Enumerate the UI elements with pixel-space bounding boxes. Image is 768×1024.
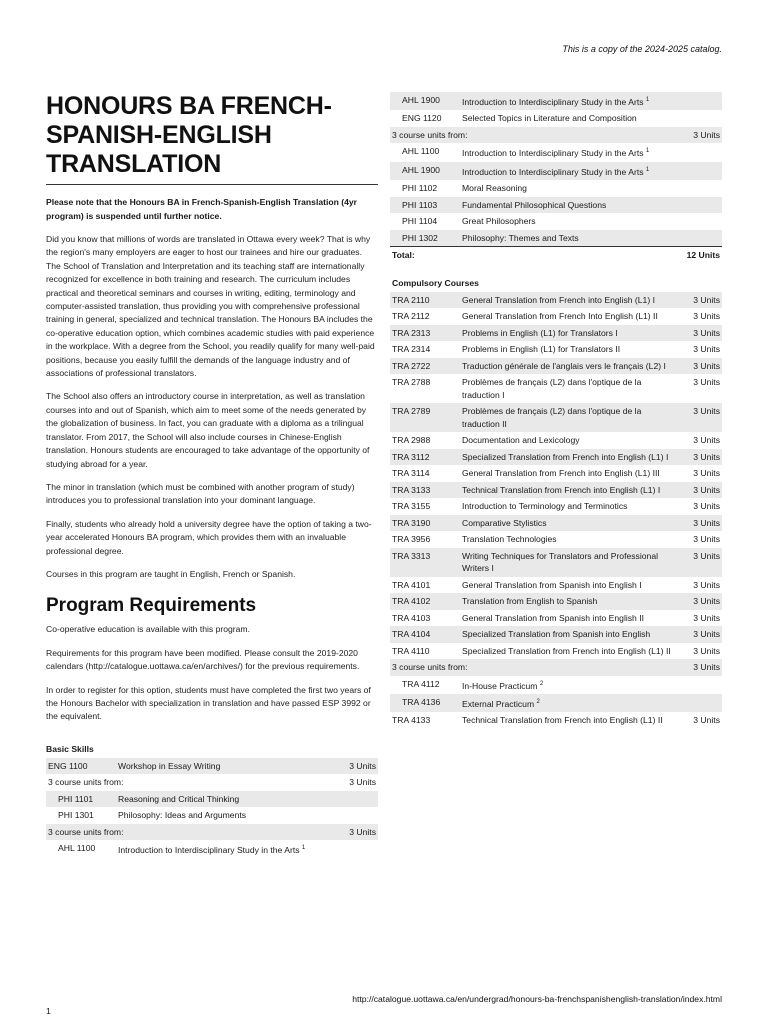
course-title: Problems in English (L1) for Translators II xyxy=(462,344,621,355)
course-code: PHI 1301 xyxy=(58,810,94,821)
page-number: 1 xyxy=(46,1006,51,1016)
course-units: 3 Units xyxy=(693,645,720,656)
course-code: AHL 1900 xyxy=(390,92,460,110)
course-code: TRA 4136 xyxy=(390,694,460,712)
course-units-empty xyxy=(678,180,722,197)
course-title: Specialized Translation from Spanish into English xyxy=(460,626,678,643)
course-units-empty xyxy=(678,110,722,127)
course-title: Introduction to Interdisciplinary Study in the Arts xyxy=(462,96,644,107)
course-units: 3 Units xyxy=(349,777,376,788)
course-row xyxy=(390,325,722,342)
program-requirements-heading: Program Requirements xyxy=(46,595,257,617)
group-row xyxy=(390,127,722,144)
group-row xyxy=(46,824,378,841)
course-row xyxy=(390,593,722,610)
course-row xyxy=(390,449,722,466)
left-column xyxy=(46,92,378,859)
course-title: Specialized Translation from French into English (L1) I xyxy=(460,449,678,466)
course-title-cell xyxy=(460,92,678,110)
course-code: AHL 1100 xyxy=(58,843,96,854)
course-row xyxy=(390,110,722,127)
course-title: Fundamental Philosophical Questions xyxy=(462,199,607,210)
footnote-marker: 1 xyxy=(645,148,650,155)
course-units-empty xyxy=(678,676,722,694)
course-row xyxy=(390,643,722,660)
course-row xyxy=(390,712,722,729)
course-title: Great Philosophers xyxy=(462,216,536,227)
course-title: Comparative Stylistics xyxy=(460,515,678,532)
course-code: TRA 2313 xyxy=(390,325,460,342)
course-row xyxy=(390,676,722,694)
course-row xyxy=(390,626,722,643)
course-row xyxy=(390,465,722,482)
course-title: Translation from English to Spanish xyxy=(460,593,678,610)
course-code: TRA 2788 xyxy=(392,377,431,388)
intro-paragraph-1: Did you know that millions of words are translated in Ottawa every week? That is why the region's many employers are eager to host our trainees and hire our graduates. The School of Translation and Interpretation and its teaching staff are internationally recognized for excellence in both training and research. The curriculum includes practical and theoretical seminars and courses in writing, editing, terminology and computer-assisted translation, thus providing you with comprehensive professional training in general, specialized and technical translation. The Honours BA includes the co-operative education option, which combines academic studies with paid experience in the workplace. With a degree from the School, you readily qualify for many well-paid positions, because you easily fulfill the demands of the language industry and of associations of professional translators. xyxy=(46,234,375,379)
course-code: TRA 3190 xyxy=(390,515,460,532)
course-row xyxy=(390,308,722,325)
course-units: 3 Units xyxy=(693,344,720,355)
requirements-paragraph-2: Requirements for this program have been modified. Please consult the 2019-2020 calendars (http://catalogue.uottawa.ca/en/archives/) for the previous requirements. xyxy=(46,647,360,672)
compulsory-courses-table xyxy=(390,292,722,729)
course-code: TRA 3112 xyxy=(390,449,460,466)
course-units-empty xyxy=(678,197,722,214)
course-units-empty xyxy=(334,791,378,808)
course-title-cell xyxy=(460,180,678,197)
footnote-marker: 2 xyxy=(536,698,540,705)
course-row xyxy=(46,758,378,775)
course-row xyxy=(390,213,722,230)
course-units: 3 Units xyxy=(693,534,720,545)
total-row xyxy=(390,247,722,264)
course-title: Technical Translation from French into English (L1) II xyxy=(462,715,663,726)
course-units: 3 Units xyxy=(693,468,720,479)
course-code: PHI 1102 xyxy=(402,183,438,194)
course-units-empty xyxy=(678,143,722,161)
course-title: General Translation from Spanish into English II xyxy=(462,612,644,623)
requirements-paragraph-1: Co-operative education is available with this program. xyxy=(46,624,250,635)
course-row xyxy=(390,498,722,515)
course-row xyxy=(390,548,722,577)
footnote-marker: 1 xyxy=(645,166,650,173)
course-code: TRA 3956 xyxy=(392,534,431,545)
course-units: 3 Units xyxy=(678,403,722,432)
footnote-marker: 2 xyxy=(539,680,544,687)
group-row xyxy=(390,659,722,676)
course-units: 3 Units xyxy=(334,824,378,841)
course-title: Technical Translation from French into English (L1) I xyxy=(460,482,678,499)
course-units: 3 Units xyxy=(693,501,720,512)
catalog-copy-note: This is a copy of the 2024-2025 catalog. xyxy=(562,44,722,54)
course-title: Introduction to Interdisciplinary Study in the Arts xyxy=(462,166,644,177)
course-units: 3 Units xyxy=(678,482,722,499)
course-code: TRA 3155 xyxy=(392,501,431,512)
page-title: HONOURS BA FRENCH-SPANISH-ENGLISH TRANSLATION xyxy=(46,92,332,178)
course-units: 3 Units xyxy=(678,449,722,466)
course-row xyxy=(390,292,722,309)
course-row xyxy=(390,577,722,594)
basic-skills-label: Basic Skills xyxy=(46,743,94,754)
compulsory-courses-label: Compulsory Courses xyxy=(392,277,479,288)
course-title: Philosophy: Themes and Texts xyxy=(462,232,579,243)
basic-skills-table xyxy=(46,758,378,859)
course-code: TRA 2789 xyxy=(390,403,460,432)
course-units-empty xyxy=(334,840,378,858)
course-code: PHI 1104 xyxy=(402,216,438,227)
course-code: TRA 4133 xyxy=(392,715,431,726)
course-title-cell xyxy=(460,230,678,247)
course-code: PHI 1302 xyxy=(390,230,460,247)
course-code: TRA 3313 xyxy=(390,548,460,577)
requirements-paragraph-3: In order to register for this option, students must have completed the first two years of the Honours Bachelor with specialization in translation and have passed ESP 3992 or the equivalent. xyxy=(46,684,371,722)
course-title: Problèmes de français (L2) dans l'optique de la traduction II xyxy=(460,403,678,432)
course-code: PHI 1103 xyxy=(390,197,460,214)
course-title: General Translation from French Into English (L1) II xyxy=(462,311,658,322)
course-code: ENG 1120 xyxy=(402,113,442,124)
course-row xyxy=(390,180,722,197)
course-row xyxy=(390,403,722,432)
course-units-empty xyxy=(678,213,722,230)
course-row xyxy=(390,694,722,712)
course-code: TRA 4101 xyxy=(392,579,431,590)
course-row xyxy=(390,143,722,161)
course-row xyxy=(46,791,378,808)
course-units: 3 Units xyxy=(693,311,720,322)
course-title-cell xyxy=(460,162,678,180)
course-code: AHL 1100 xyxy=(402,146,440,157)
course-units: 3 Units xyxy=(678,292,722,309)
course-code: TRA 3114 xyxy=(392,468,430,479)
course-row xyxy=(390,92,722,110)
course-code: PHI 1101 xyxy=(46,791,116,808)
course-code: TRA 4112 xyxy=(402,678,440,689)
course-title: Writing Techniques for Translators and Professional Writers I xyxy=(460,548,678,577)
intro-paragraph-2: The School also offers an introductory course in interpretation, as well as translation courses into and out of Spanish, which aim to meet some of the needs generated by the globalization of business. In fact, you can graduate with a diploma as a trilingual translator. From 2017, the School will also include courses in Chinese-English translation. Honours students are encouraged to take advantage of the opportunity of studying abroad for a year. xyxy=(46,391,370,469)
course-title-cell xyxy=(460,197,678,214)
course-units: 3 Units xyxy=(678,626,722,643)
course-units-empty xyxy=(678,92,722,110)
course-row xyxy=(390,341,722,358)
footnote-marker: 1 xyxy=(645,97,650,103)
course-code: TRA 2110 xyxy=(390,292,460,309)
course-units: 3 Units xyxy=(693,435,720,446)
course-units: 3 Units xyxy=(678,325,722,342)
group-label: 3 course units from: xyxy=(390,127,678,144)
course-row xyxy=(390,374,722,403)
course-title: Specialized Translation from French into English (L1) II xyxy=(462,645,671,656)
course-row xyxy=(46,807,378,824)
footnote-marker: 1 xyxy=(301,845,306,852)
course-title-cell xyxy=(460,213,678,230)
course-row xyxy=(390,358,722,375)
course-units: 3 Units xyxy=(693,579,720,590)
course-code: TRA 2988 xyxy=(392,435,431,446)
course-title: Translation Technologies xyxy=(462,534,557,545)
course-code: TRA 2722 xyxy=(390,358,460,375)
right-column xyxy=(390,92,722,729)
course-units: 3 Units xyxy=(678,659,722,676)
course-units: 3 Units xyxy=(678,358,722,375)
course-title-cell xyxy=(116,791,334,808)
course-units: 3 Units xyxy=(693,377,720,388)
course-title: General Translation from French into English (L1) I xyxy=(460,292,678,309)
course-code: TRA 4102 xyxy=(390,593,460,610)
group-row xyxy=(46,774,378,791)
group-label: 3 course units from: xyxy=(48,777,124,788)
course-title: Problems in English (L1) for Translators I xyxy=(460,325,678,342)
course-code: ENG 1100 xyxy=(46,758,116,775)
group-label: 3 course units from: xyxy=(46,824,334,841)
course-title-cell xyxy=(460,694,678,712)
course-title: Philosophy: Ideas and Arguments xyxy=(118,810,247,821)
course-title-cell xyxy=(460,143,678,161)
course-code: TRA 4104 xyxy=(390,626,460,643)
course-title: Moral Reasoning xyxy=(462,183,527,194)
course-units-empty xyxy=(678,694,722,712)
course-title-cell xyxy=(116,807,334,824)
group-label: 3 course units from: xyxy=(390,659,678,676)
course-row xyxy=(390,515,722,532)
course-code: TRA 3133 xyxy=(390,482,460,499)
course-title: General Translation from French into English (L1) III xyxy=(462,468,660,479)
course-row xyxy=(390,482,722,499)
course-title: External Practicum xyxy=(462,698,535,709)
course-row xyxy=(390,230,722,247)
course-title: Selected Topics in Literature and Composition xyxy=(462,113,637,124)
course-units: 3 Units xyxy=(693,715,720,726)
course-code: TRA 2112 xyxy=(392,311,430,322)
course-units: 3 Units xyxy=(678,127,722,144)
course-row xyxy=(390,531,722,548)
course-units-empty xyxy=(334,807,378,824)
course-units-empty xyxy=(678,230,722,247)
course-row xyxy=(390,197,722,214)
course-title: Workshop in Essay Writing xyxy=(116,758,334,775)
total-units: 12 Units xyxy=(678,247,722,264)
footer-url[interactable]: http://catalogue.uottawa.ca/en/undergrad/honours-ba-frenchspanishenglish-translation/index.html xyxy=(352,994,722,1004)
course-title: Reasoning and Critical Thinking xyxy=(118,793,240,804)
course-row xyxy=(46,840,378,858)
course-units: 3 Units xyxy=(693,612,720,623)
course-title: Problèmes de français (L2) dans l'optique de la traduction I xyxy=(462,377,642,400)
course-title: Introduction to Interdisciplinary Study in the Arts xyxy=(462,148,644,159)
course-title-cell xyxy=(460,110,678,127)
intro-paragraph-5: Courses in this program are taught in English, French or Spanish. xyxy=(46,568,296,579)
course-title-cell xyxy=(460,676,678,694)
course-title: General Translation from Spanish into English I xyxy=(462,579,642,590)
course-title: Documentation and Lexicology xyxy=(462,435,580,446)
course-units: 3 Units xyxy=(334,758,378,775)
course-row xyxy=(390,610,722,627)
course-code: TRA 2314 xyxy=(392,344,431,355)
course-units-empty xyxy=(678,162,722,180)
course-units: 3 Units xyxy=(678,593,722,610)
intro-paragraph-3: The minor in translation (which must be combined with another program of study) introduces you to professional translation into your dominant language. xyxy=(46,481,355,506)
course-code: AHL 1900 xyxy=(390,162,460,180)
course-title: Introduction to Terminology and Terminotics xyxy=(462,501,628,512)
course-row xyxy=(390,162,722,180)
course-units: 3 Units xyxy=(678,548,722,577)
course-code: TRA 4103 xyxy=(392,612,431,623)
suspension-notice: Please note that the Honours BA in French-Spanish-English Translation (4yr program) is suspended until further notice. xyxy=(46,197,358,221)
course-title: Traduction générale de l'anglais vers le français (L2) I xyxy=(460,358,678,375)
course-code: TRA 4110 xyxy=(392,645,430,656)
intro-paragraph-4: Finally, students who already hold a university degree have the option of taking a two-year accelerated Honours BA program, which provides them with an invaluable professional degree. xyxy=(46,518,372,556)
course-title-cell xyxy=(116,840,334,858)
course-units: 3 Units xyxy=(678,515,722,532)
course-row xyxy=(390,432,722,449)
course-title: In-House Practicum xyxy=(462,680,538,691)
title-divider xyxy=(46,184,378,185)
course-title: Introduction to Interdisciplinary Study in the Arts xyxy=(118,845,300,856)
basic-skills-continued-table xyxy=(390,92,722,264)
total-label: Total: xyxy=(390,247,678,264)
